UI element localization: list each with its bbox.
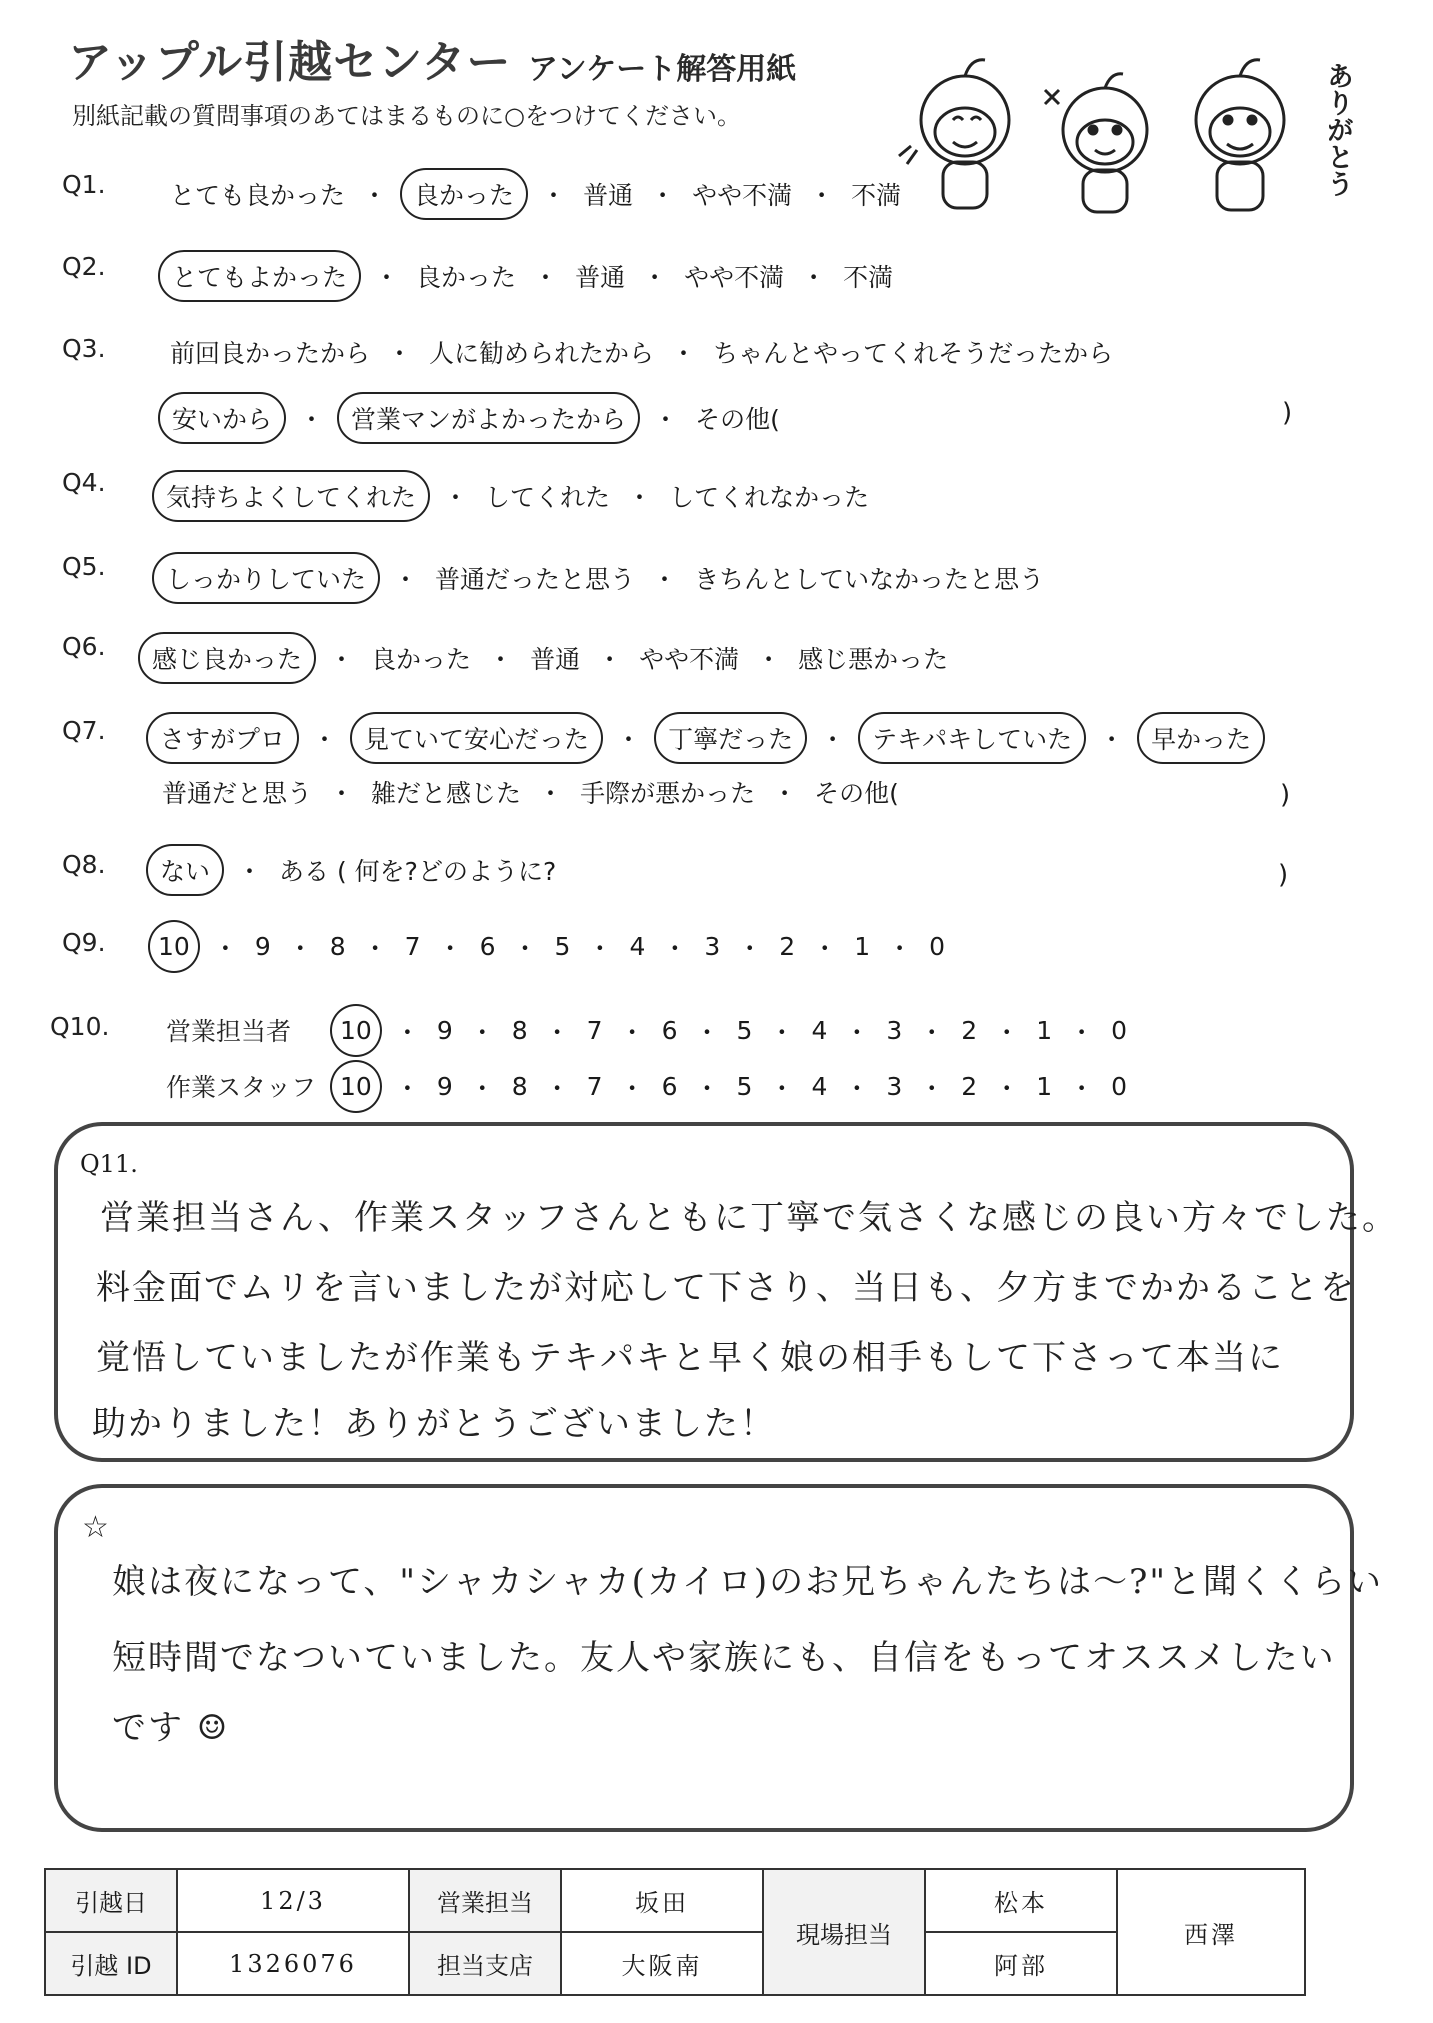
option-separator: ・ [443, 483, 469, 512]
option-separator: ・ [488, 645, 514, 674]
option-separator: ・ [627, 483, 653, 512]
q7-option: 雑だと感じた [371, 779, 522, 808]
moving-date-value: 12/3 [177, 1869, 409, 1932]
option-separator: ・ [512, 933, 538, 963]
q7-option-selected: テキパキしていた [858, 712, 1086, 764]
q10-option: 9 [436, 1072, 453, 1101]
q4-options [152, 470, 873, 522]
q9-option: 1 [854, 932, 871, 961]
footer-info-table [44, 1868, 1306, 1996]
option-separator: ・ [533, 263, 559, 292]
q4-option: してくれなかった [669, 483, 870, 512]
q2-option: 普通 [575, 263, 626, 292]
q7-option: 普通だと思う [162, 779, 313, 808]
option-separator: ・ [619, 1073, 645, 1103]
q10-option: 1 [1036, 1016, 1053, 1045]
q7-close-paren: ) [1280, 780, 1291, 810]
q9-option: 3 [704, 932, 721, 961]
star-line-3: です ☺ [112, 1708, 230, 1748]
sales-label: 営業担当 [409, 1869, 561, 1932]
form-subtitle: アンケート解答用紙 [528, 52, 797, 87]
q1-option: 不満 [851, 181, 902, 210]
q10-option: 6 [661, 1016, 678, 1045]
q7-option: 手際が悪かった [580, 779, 756, 808]
q10-option: 0 [1111, 1072, 1128, 1101]
q3-option: 人に勧められたから [429, 339, 655, 368]
q3-option: その他( [695, 405, 780, 434]
q3-option-selected: 安いから [158, 392, 286, 444]
option-separator: ・ [312, 725, 338, 754]
option-separator: ・ [394, 1073, 420, 1103]
q5-options [152, 552, 1048, 604]
q9-option: 2 [779, 932, 796, 961]
q2-option: やや不満 [684, 263, 785, 292]
option-separator: ・ [653, 405, 679, 434]
q8-options [146, 844, 560, 896]
site-staff-3: 西澤 [1117, 1869, 1305, 1995]
option-separator: ・ [652, 565, 678, 594]
q10-option: 8 [511, 1016, 528, 1045]
form-title: アップル引越センター [68, 37, 512, 88]
option-separator: ・ [772, 779, 798, 808]
option-separator: ・ [329, 645, 355, 674]
q9-option: 4 [629, 932, 646, 961]
q10-option: 6 [661, 1072, 678, 1101]
option-separator: ・ [299, 405, 325, 434]
q6-option: 感じ悪かった [798, 645, 949, 674]
q10-option: 4 [811, 1016, 828, 1045]
q9-label: Q9. [62, 928, 106, 957]
q8-option-selected: ない [146, 844, 224, 896]
q11-line-1: 営業担当さん、作業スタッフさんともに丁寧で気さくな感じの良い方々でした。 [100, 1198, 1399, 1238]
q10-staff-scale [330, 1060, 1131, 1113]
option-separator: ・ [801, 263, 827, 292]
q10-option: 0 [1111, 1016, 1128, 1045]
q7-option-selected: 丁寧だった [654, 712, 807, 764]
branch-value: 大阪南 [561, 1932, 763, 1995]
q9-option: 8 [329, 932, 346, 961]
option-separator: ・ [541, 181, 567, 210]
option-separator: ・ [1069, 1017, 1095, 1047]
option-separator: ・ [616, 725, 642, 754]
option-separator: ・ [809, 181, 835, 210]
q10-option: 7 [586, 1016, 603, 1045]
q10-option: 5 [736, 1072, 753, 1101]
sales-value: 坂田 [561, 1869, 763, 1932]
q3-option: ちゃんとやってくれそうだったから [713, 339, 1114, 368]
q9-option: 0 [929, 932, 946, 961]
option-separator: ・ [287, 933, 313, 963]
q1-label: Q1. [62, 170, 106, 199]
q2-options [158, 250, 897, 302]
q11-line-4: 助かりました！ありがとうございました！ [92, 1404, 776, 1444]
q10-option: 9 [436, 1016, 453, 1045]
option-separator: ・ [329, 779, 355, 808]
option-separator: ・ [394, 1017, 420, 1047]
option-separator: ・ [237, 857, 263, 886]
q4-option-selected: 気持ちよくしてくれた [152, 470, 430, 522]
moving-id-value: 1326076 [177, 1932, 409, 1995]
option-separator: ・ [694, 1017, 720, 1047]
monkey-2-icon [1045, 74, 1147, 212]
q10-option: 4 [811, 1072, 828, 1101]
q11-line-3: 覚悟していましたが作業もテキパキと早く娘の相手もして下さって本当に [96, 1338, 1284, 1378]
option-separator: ・ [387, 339, 413, 368]
q8-label: Q8. [62, 850, 106, 879]
option-separator: ・ [994, 1073, 1020, 1103]
q7-options-row2 [158, 774, 903, 810]
q7-option-selected: さすがプロ [146, 712, 299, 764]
option-separator: ・ [437, 933, 463, 963]
site-label: 現場担当 [763, 1869, 925, 1995]
option-separator: ・ [393, 565, 419, 594]
site-staff-1: 松本 [925, 1869, 1117, 1932]
q2-label: Q2. [62, 252, 106, 281]
option-separator: ・ [587, 933, 613, 963]
option-separator: ・ [469, 1017, 495, 1047]
q1-option: 普通 [583, 181, 634, 210]
q8-close-paren: ) [1278, 860, 1289, 890]
q7-option-selected: 見ていて安心だった [350, 712, 603, 764]
option-separator: ・ [812, 933, 838, 963]
q10-option: 5 [736, 1016, 753, 1045]
option-separator: ・ [650, 181, 676, 210]
q2-option-selected: とてもよかった [158, 250, 361, 302]
q5-label: Q5. [62, 552, 106, 581]
q9-option: 7 [404, 932, 421, 961]
q7-option: その他( [814, 779, 899, 808]
q5-option-selected: しっかりしていた [152, 552, 380, 604]
option-separator: ・ [671, 339, 697, 368]
q3-options-row2 [158, 392, 784, 444]
option-separator: ・ [1099, 725, 1125, 754]
option-separator: ・ [887, 933, 913, 963]
q9-scale [148, 920, 949, 973]
option-separator: ・ [756, 645, 782, 674]
q5-option: きちんとしていなかったと思う [694, 565, 1045, 594]
monkey-1-icon [899, 60, 1009, 208]
option-separator: ・ [1069, 1073, 1095, 1103]
q9-option: 9 [254, 932, 271, 961]
option-separator: ・ [597, 645, 623, 674]
option-separator: ・ [619, 1017, 645, 1047]
star-icon: ☆ [82, 1510, 109, 1545]
q4-option: してくれた [485, 483, 611, 512]
moving-date-label: 引越日 [45, 1869, 177, 1932]
q3-close-paren: ) [1282, 398, 1293, 428]
option-separator: ・ [642, 263, 668, 292]
option-separator: ・ [919, 1017, 945, 1047]
q6-option: 普通 [530, 645, 581, 674]
q7-option-selected: 早かった [1137, 712, 1265, 764]
q3-option: 前回良かったから [170, 339, 371, 368]
q7-label: Q7. [62, 716, 106, 745]
q7-options-row1 [146, 712, 1265, 764]
q2-option: 不満 [843, 263, 894, 292]
option-separator: ・ [769, 1017, 795, 1047]
q8-option: ある ( 何を?どのように? [279, 857, 557, 886]
q9-option-selected: 10 [148, 920, 200, 973]
q2-option: 良かった [416, 263, 517, 292]
option-separator: ・ [544, 1073, 570, 1103]
option-separator: ・ [820, 725, 846, 754]
q3-label: Q3. [62, 334, 106, 363]
q4-label: Q4. [62, 468, 106, 497]
q10-option: 8 [511, 1072, 528, 1101]
q1-option: とても良かった [170, 181, 346, 210]
q6-options [138, 632, 952, 684]
q10-option: 7 [586, 1072, 603, 1101]
option-separator: ・ [374, 263, 400, 292]
option-separator: ・ [662, 933, 688, 963]
q10-option: 2 [961, 1016, 978, 1045]
instruction-text: 別紙記載の質問事項のあてはまるものに○をつけてください。 [72, 102, 741, 130]
star-line-1: 娘は夜になって、"シャカシャカ(カイロ)のお兄ちゃんたちは〜?"と聞くくらい [112, 1562, 1383, 1602]
site-staff-2: 阿部 [925, 1932, 1117, 1995]
q10-staff-label: 作業スタッフ [166, 1073, 317, 1102]
q10-option-selected: 10 [330, 1004, 382, 1057]
q1-option: やや不満 [692, 181, 793, 210]
q6-option-selected: 感じ良かった [138, 632, 316, 684]
option-separator: ・ [538, 779, 564, 808]
q10-option: 3 [886, 1016, 903, 1045]
q10-sales-scale [330, 1004, 1131, 1057]
option-separator: ・ [844, 1017, 870, 1047]
option-separator: ・ [362, 933, 388, 963]
option-separator: ・ [844, 1073, 870, 1103]
q6-option: 良かった [371, 645, 472, 674]
option-separator: ・ [737, 933, 763, 963]
q10-option-selected: 10 [330, 1060, 382, 1113]
q1-options [166, 168, 905, 220]
q11-label: Q11. [80, 1150, 138, 1178]
option-separator: ・ [694, 1073, 720, 1103]
option-separator: ・ [919, 1073, 945, 1103]
option-separator: ・ [469, 1073, 495, 1103]
q10-option: 1 [1036, 1072, 1053, 1101]
q5-option: 普通だったと思う [435, 565, 636, 594]
q6-label: Q6. [62, 632, 106, 661]
branch-label: 担当支店 [409, 1932, 561, 1995]
option-separator: ・ [544, 1017, 570, 1047]
q11-line-2: 料金面でムリを言いましたが対応して下さり、当日も、夕方までかかることを [96, 1268, 1356, 1308]
q10-option: 2 [961, 1072, 978, 1101]
monkey-3-icon [1196, 60, 1284, 210]
q10-label: Q10. [50, 1012, 110, 1041]
option-separator: ・ [212, 933, 238, 963]
q3-option-selected: 営業マンがよかったから [337, 392, 640, 444]
q3-options-row1 [166, 334, 1117, 370]
q10-option: 3 [886, 1072, 903, 1101]
moving-id-label: 引越 ID [45, 1932, 177, 1995]
monkey-mascots-illustration [895, 50, 1315, 220]
option-separator: ・ [769, 1073, 795, 1103]
q10-sales-label: 営業担当者 [166, 1017, 292, 1046]
q9-option: 5 [554, 932, 571, 961]
q1-option-selected: 良かった [400, 168, 528, 220]
star-line-2: 短時間でなついていました。友人や家族にも、自信をもってオススメしたい [112, 1638, 1336, 1678]
option-separator: ・ [362, 181, 388, 210]
q9-option: 6 [479, 932, 496, 961]
option-separator: ・ [994, 1017, 1020, 1047]
q6-option: やや不満 [639, 645, 740, 674]
thanks-handwritten: ありがとう [1322, 62, 1353, 197]
